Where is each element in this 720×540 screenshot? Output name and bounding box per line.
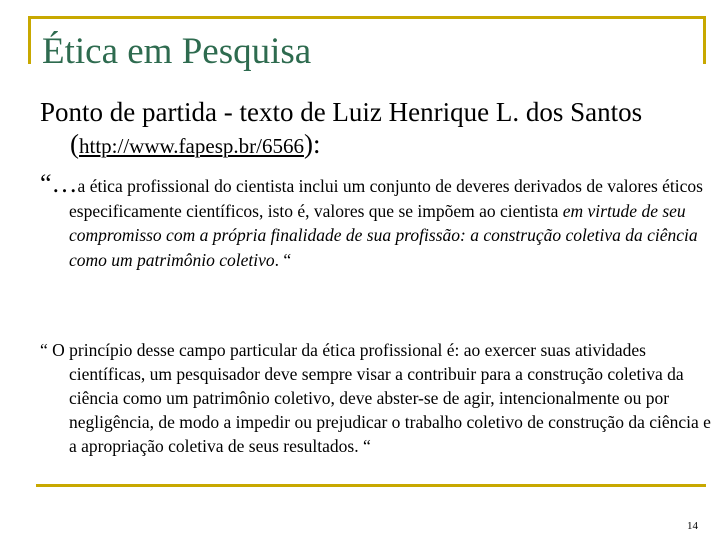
quote-second: “ O princípio desse campo particular da ética profissional é: ao exercer suas atividades científicas, um pesquisador deve sempre visar a contribuir para a construção coletiva da ciência como um patrimônio coletivo, deve abster-se de agir, intencionalmente ou por negligência, de modo a impedir ou prejudicar o trabalho coletivo de construção da ciência e a apropriação coletiva de seus resultados. “: [40, 340, 711, 456]
intro-text: Ponto de partida - texto de Luiz Henrique L. dos Santos (: [40, 97, 643, 159]
quote-first-open: “…: [40, 169, 78, 198]
frame-left-border: [28, 16, 31, 64]
slide-title: Ética em Pesquisa: [42, 31, 312, 72]
quote-first-italic: em virtude de seu compromisso com a própria finalidade de sua profissão: a construção coletiva da ciência como um patrimônio coletivo: [69, 200, 698, 270]
quote-first: [40, 169, 720, 272]
source-link[interactable]: http://www.fapesp.br/6566: [79, 134, 304, 158]
page-number: 14: [687, 520, 698, 532]
frame-right-border: [703, 16, 706, 64]
quote-first-plain: a ética profissional do cientista inclui um conjunto de deveres derivados de valores éticos especificamente científicos, isto é, valores que se impõem ao cientista: [69, 176, 703, 221]
quote-first-close: . “: [274, 249, 292, 270]
intro-paragraph: [40, 96, 710, 162]
intro-suffix: ):: [303, 129, 321, 159]
bottom-rule: [36, 484, 706, 487]
frame-top-border: [28, 16, 706, 19]
